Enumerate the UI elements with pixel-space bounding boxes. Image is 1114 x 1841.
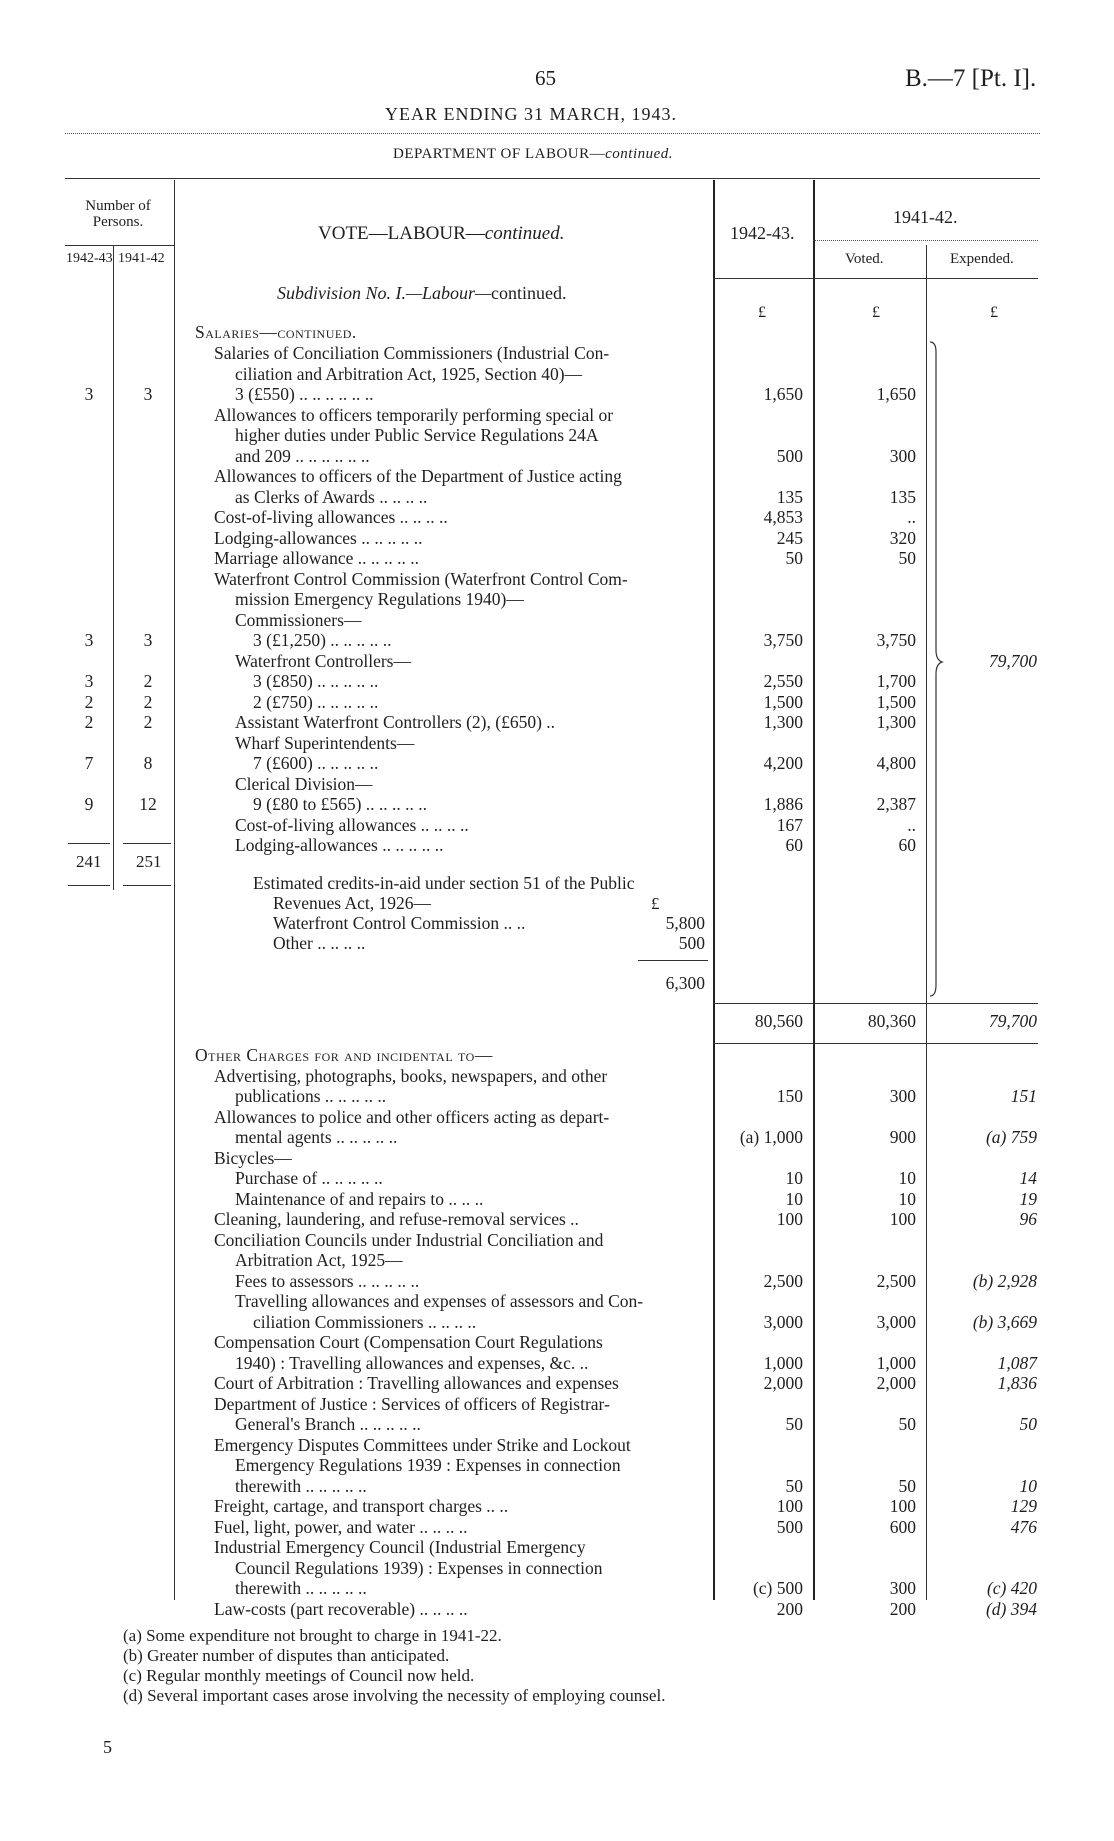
other-charges-head-rule bbox=[713, 1043, 1038, 1044]
voted-1941-42: 3,000 bbox=[876, 1311, 916, 1332]
item-description: Wharf Superintendents— bbox=[235, 732, 415, 753]
item-description: 9 (£80 to £565) .. .. .. .. .. bbox=[253, 794, 428, 814]
voted-1941-42: 1,000 bbox=[876, 1352, 916, 1373]
year-heading: YEAR ENDING 31 MARCH, 1943. bbox=[385, 104, 677, 124]
credits-line-2: Revenues Act, 1926— bbox=[273, 893, 431, 913]
persons-1942-43: 2 bbox=[84, 712, 94, 732]
persons-total-underline-1942 bbox=[68, 885, 110, 886]
salaries-total-rule bbox=[713, 1003, 1038, 1004]
item-description: therewith .. .. .. .. .. bbox=[235, 1475, 367, 1496]
voted-1941-42: 2,387 bbox=[876, 794, 916, 814]
estimate-1942-43: 1,650 bbox=[763, 384, 803, 404]
vote-continued: continued. bbox=[484, 223, 565, 244]
estimate-1942-43: 500 bbox=[776, 1516, 803, 1537]
item-description: mental agents .. .. .. .. .. bbox=[235, 1127, 398, 1147]
item-description: ciliation and Arbitration Act, 1925, Section 40)— bbox=[235, 363, 583, 384]
item-description: Fees to assessors .. .. .. .. .. bbox=[235, 1270, 420, 1291]
estimate-1942-43: 150 bbox=[776, 1086, 803, 1106]
item-description: Fuel, light, power, and water .. .. .. .. bbox=[214, 1516, 468, 1537]
item-description: Cost-of-living allowances .. .. .. .. bbox=[235, 814, 469, 835]
persons-col-1941-42: 1941-42 bbox=[118, 251, 165, 266]
estimate-1942-43: (a) 1,000 bbox=[739, 1127, 803, 1147]
other-row bbox=[0, 1066, 1114, 1086]
footnote-b: (b) Greater number of disputes than anticipated. bbox=[123, 1646, 450, 1665]
other-row bbox=[0, 1127, 1114, 1147]
persons-1942-43: 9 bbox=[84, 794, 94, 814]
item-description: Conciliation Councils under Industrial Conciliation and bbox=[214, 1229, 604, 1250]
subdivision-heading bbox=[277, 284, 567, 302]
item-description: Compensation Court (Compensation Court Regulations bbox=[214, 1332, 603, 1352]
item-description: Department of Justice : Services of officers of Registrar- bbox=[214, 1393, 610, 1414]
expended-1941-42: 1,836 bbox=[997, 1373, 1037, 1393]
salaries-total-estimate: 80,560 bbox=[754, 1011, 803, 1031]
estimate-1942-43: 4,200 bbox=[763, 753, 803, 773]
voted-1941-42: 100 bbox=[889, 1496, 916, 1516]
item-description: Bicycles— bbox=[214, 1147, 292, 1168]
item-description: Purchase of .. .. .. .. .. bbox=[235, 1168, 383, 1188]
item-description: Advertising, photographs, books, newspapers, and other bbox=[214, 1065, 608, 1086]
item-description: Waterfront Controllers— bbox=[235, 650, 411, 671]
other-row bbox=[0, 1312, 1114, 1332]
voted-1941-42: 1,300 bbox=[876, 712, 916, 732]
header-rule bbox=[65, 133, 1040, 134]
persons-total-1941-42: 251 bbox=[136, 852, 162, 871]
item-description: Law-costs (part recoverable) .. .. .. .. bbox=[214, 1598, 468, 1619]
estimate-1942-43: 2,500 bbox=[763, 1270, 803, 1291]
voted-1941-42: 600 bbox=[889, 1516, 916, 1537]
estimate-1942-43: 1,886 bbox=[763, 794, 803, 814]
other-row bbox=[0, 1086, 1114, 1106]
item-description: Other Charges for and incidental to— bbox=[195, 1045, 493, 1065]
voted-1941-42: 50 bbox=[898, 548, 916, 568]
number-of-persons-header: Number of Persons. bbox=[85, 198, 151, 230]
credits-line-1: Estimated credits-in-aid under section 51 of the Public bbox=[253, 873, 635, 893]
expended-1941-42: 96 bbox=[1019, 1209, 1037, 1229]
vote-title: VOTE—LABOUR— bbox=[318, 223, 485, 244]
persons-1942-43: 3 bbox=[84, 630, 94, 650]
persons-1941-42: 2 bbox=[143, 691, 153, 712]
subdivision-title: Subdivision No. I.—Labour— bbox=[277, 283, 492, 303]
year-1942-43-header: 1942-43. bbox=[730, 223, 795, 243]
estimate-1942-43: 60 bbox=[785, 835, 803, 855]
persons-total-underline-1941 bbox=[123, 885, 171, 886]
other-row bbox=[0, 1209, 1114, 1229]
other-row bbox=[0, 1373, 1114, 1393]
voted-1941-42: 300 bbox=[889, 1086, 916, 1106]
other-row bbox=[0, 1250, 1114, 1270]
other-row bbox=[0, 1435, 1114, 1455]
item-description: Cost-of-living allowances .. .. .. .. bbox=[214, 507, 448, 527]
item-description: as Clerks of Awards .. .. .. .. bbox=[235, 486, 428, 507]
item-description: 2 (£750) .. .. .. .. .. bbox=[253, 691, 379, 712]
estimate-1942-43: 4,853 bbox=[763, 507, 803, 527]
department-name: DEPARTMENT OF LABOUR— bbox=[393, 146, 606, 162]
voted-1941-42: 1,700 bbox=[876, 671, 916, 691]
expended-1941-42: 151 bbox=[1010, 1086, 1037, 1106]
pound-sign-expended: £ bbox=[990, 304, 998, 321]
expended-1941-42: 476 bbox=[1010, 1516, 1037, 1537]
salaries-total-expended: 79,700 bbox=[988, 1011, 1037, 1031]
expended-1941-42: 1,087 bbox=[997, 1352, 1037, 1373]
item-description: Marriage allowance .. .. .. .. .. bbox=[214, 548, 420, 568]
other-row bbox=[0, 1558, 1114, 1578]
estimate-1942-43: 500 bbox=[776, 445, 803, 466]
credits-total-rule bbox=[638, 960, 708, 961]
document-reference: B.—7 [Pt. I]. bbox=[905, 65, 1037, 92]
item-description: Emergency Disputes Committees under Strike and Lockout bbox=[214, 1434, 631, 1455]
persons-1941-42: 3 bbox=[143, 630, 153, 650]
item-description: Maintenance of and repairs to .. .. .. bbox=[235, 1188, 484, 1209]
voted-1941-42: 320 bbox=[889, 527, 916, 548]
other-row bbox=[0, 1291, 1114, 1311]
estimate-1942-43: 3,000 bbox=[763, 1311, 803, 1332]
item-description: Cleaning, laundering, and refuse-removal services .. bbox=[214, 1209, 579, 1229]
item-description: Commissioners— bbox=[235, 609, 362, 630]
other-row bbox=[0, 1394, 1114, 1414]
other-row bbox=[0, 1476, 1114, 1496]
voted-1941-42: 2,500 bbox=[876, 1270, 916, 1291]
credits-total: 6,300 bbox=[665, 973, 705, 993]
other-row bbox=[0, 1537, 1114, 1557]
item-description: 3 (£850) .. .. .. .. .. bbox=[253, 671, 379, 691]
other-row bbox=[0, 1189, 1114, 1209]
department-continued: continued. bbox=[605, 146, 674, 162]
footnote-a: (a) Some expenditure not brought to charge in 1941-22. bbox=[123, 1626, 502, 1645]
expended-1941-42: 50 bbox=[1019, 1414, 1037, 1434]
item-description: Emergency Regulations 1939 : Expenses in connection bbox=[235, 1455, 621, 1475]
other-row bbox=[0, 1455, 1114, 1475]
voted-1941-42: 135 bbox=[889, 486, 916, 507]
department-heading bbox=[393, 147, 673, 162]
item-description: 3 (£1,250) .. .. .. .. .. bbox=[253, 630, 392, 650]
year-subhead-rule bbox=[813, 240, 1038, 241]
item-description: Freight, cartage, and transport charges .. .. bbox=[214, 1496, 509, 1516]
persons-1941-42: 12 bbox=[139, 794, 157, 814]
expended-1941-42: 10 bbox=[1019, 1475, 1037, 1496]
item-description: Travelling allowances and expenses of assessors and Con- bbox=[235, 1291, 644, 1311]
estimate-1942-43: 10 bbox=[785, 1188, 803, 1209]
estimate-1942-43: 135 bbox=[776, 486, 803, 507]
footnote-c: (c) Regular monthly meetings of Council now held. bbox=[123, 1666, 475, 1685]
voted-1941-42: 200 bbox=[889, 1598, 916, 1619]
pound-sign-estimate: £ bbox=[758, 304, 766, 321]
footnote-d: (d) Several important cases arose involving the necessity of employing counsel. bbox=[123, 1686, 666, 1705]
persons-total-rule-1941 bbox=[123, 843, 171, 844]
persons-1941-42: 3 bbox=[143, 384, 153, 404]
other-row bbox=[0, 1353, 1114, 1373]
voted-1941-42: 100 bbox=[889, 1209, 916, 1229]
estimate-1942-43: 200 bbox=[776, 1598, 803, 1619]
item-description: Assistant Waterfront Controllers (2), (£650) .. bbox=[235, 712, 556, 732]
expended-brace bbox=[928, 340, 948, 1000]
expended-1941-42: 129 bbox=[1010, 1496, 1037, 1516]
persons-col-1942-43: 1942-43 bbox=[66, 251, 113, 266]
item-description: Allowances to officers of the Department of Justice acting bbox=[214, 466, 622, 486]
item-description: Industrial Emergency Council (Industrial Emergency bbox=[214, 1537, 586, 1557]
estimate-1942-43: 1,500 bbox=[763, 691, 803, 712]
item-description: 3 (£550) .. .. .. .. .. .. bbox=[235, 384, 374, 404]
item-description: Waterfront Control Commission (Waterfront Control Com- bbox=[214, 568, 628, 589]
estimate-1942-43: 50 bbox=[785, 1414, 803, 1434]
voted-1941-42: 1,650 bbox=[876, 384, 916, 404]
table-head-rule bbox=[713, 278, 1038, 279]
voted-1941-42: 50 bbox=[898, 1475, 916, 1496]
item-description: Court of Arbitration : Travelling allowances and expenses bbox=[214, 1373, 619, 1393]
expended-1941-42: 19 bbox=[1019, 1188, 1037, 1209]
expended-header: Expended. bbox=[950, 251, 1014, 267]
other-row bbox=[0, 1230, 1114, 1250]
other-row bbox=[0, 1148, 1114, 1168]
estimate-1942-43: 50 bbox=[785, 1475, 803, 1496]
item-description: publications .. .. .. .. .. bbox=[235, 1086, 387, 1106]
item-description: higher duties under Public Service Regulations 24A bbox=[235, 425, 599, 445]
other-row bbox=[0, 1168, 1114, 1188]
item-description: Lodging-allowances .. .. .. .. .. bbox=[235, 835, 444, 855]
credits-pound-sign: £ bbox=[651, 894, 660, 913]
item-description: Clerical Division— bbox=[235, 773, 373, 794]
item-description: and 209 .. .. .. .. .. .. bbox=[235, 445, 370, 466]
expended-1941-42: 14 bbox=[1019, 1168, 1037, 1188]
other-row bbox=[0, 1599, 1114, 1619]
estimate-1942-43: 1,300 bbox=[763, 712, 803, 732]
voted-1941-42: 50 bbox=[898, 1414, 916, 1434]
item-description: ciliation Commissioners .. .. .. .. bbox=[253, 1311, 477, 1332]
voted-1941-42: 4,800 bbox=[876, 753, 916, 773]
voted-1941-42: 1,500 bbox=[876, 691, 916, 712]
expended-1941-42: 79,700 bbox=[988, 650, 1037, 671]
other-row bbox=[0, 1414, 1114, 1434]
estimate-1942-43: 3,750 bbox=[763, 630, 803, 650]
item-description: Salaries—continued. bbox=[195, 322, 357, 342]
table-top-rule bbox=[65, 178, 1040, 179]
vote-heading bbox=[318, 224, 564, 243]
item-description: 1940) : Travelling allowances and expenses, &c. .. bbox=[235, 1352, 589, 1373]
estimate-1942-43: 50 bbox=[785, 548, 803, 568]
voted-header: Voted. bbox=[845, 251, 884, 267]
item-description: Salaries of Conciliation Commissioners (Industrial Con- bbox=[214, 343, 610, 363]
persons-total-rule-1942 bbox=[68, 843, 110, 844]
persons-1942-43: 7 bbox=[84, 753, 94, 773]
voted-1941-42: 60 bbox=[898, 835, 916, 855]
item-description: Lodging-allowances .. .. .. .. .. bbox=[214, 527, 423, 548]
folio-number: 5 bbox=[103, 1737, 112, 1757]
item-description: therewith .. .. .. .. .. bbox=[235, 1578, 367, 1598]
persons-1941-42: 2 bbox=[143, 712, 153, 732]
credits-waterfront-value: 5,800 bbox=[665, 913, 705, 933]
expended-1941-42: (d) 394 bbox=[985, 1598, 1037, 1619]
expended-1941-42: (a) 759 bbox=[985, 1127, 1037, 1147]
persons-1942-43: 3 bbox=[84, 671, 94, 691]
estimate-1942-43: (c) 500 bbox=[752, 1578, 803, 1598]
voted-1941-42: 10 bbox=[898, 1168, 916, 1188]
voted-1941-42: 10 bbox=[898, 1188, 916, 1209]
estimate-1942-43: 2,550 bbox=[763, 671, 803, 691]
voted-1941-42: 2,000 bbox=[876, 1373, 916, 1393]
persons-subhead-rule bbox=[65, 245, 175, 246]
voted-1941-42: 300 bbox=[889, 1578, 916, 1598]
item-description: Council Regulations 1939) : Expenses in connection bbox=[235, 1557, 603, 1578]
expended-1941-42: (c) 420 bbox=[986, 1578, 1037, 1598]
salaries-row bbox=[0, 322, 1114, 342]
estimate-1942-43: 167 bbox=[776, 814, 803, 835]
other-row bbox=[0, 1496, 1114, 1516]
item-description: Arbitration Act, 1925— bbox=[235, 1250, 403, 1270]
item-description: General's Branch .. .. .. .. .. bbox=[235, 1414, 421, 1434]
estimate-1942-43: 1,000 bbox=[763, 1352, 803, 1373]
voted-1941-42: 3,750 bbox=[876, 630, 916, 650]
estimate-1942-43: 2,000 bbox=[763, 1373, 803, 1393]
pound-sign-voted: £ bbox=[872, 304, 880, 321]
other-row bbox=[0, 1045, 1114, 1065]
expended-1941-42: (b) 3,669 bbox=[972, 1311, 1037, 1332]
item-description: Allowances to police and other officers acting as depart- bbox=[214, 1106, 610, 1127]
voted-1941-42: .. bbox=[907, 814, 916, 835]
other-row bbox=[0, 1517, 1114, 1537]
expended-1941-42: (b) 2,928 bbox=[972, 1270, 1037, 1291]
voted-1941-42: .. bbox=[907, 507, 916, 527]
other-row bbox=[0, 1107, 1114, 1127]
voted-1941-42: 300 bbox=[889, 445, 916, 466]
page-number: 65 bbox=[535, 66, 556, 90]
persons-1941-42: 8 bbox=[143, 753, 153, 773]
estimate-1942-43: 100 bbox=[776, 1496, 803, 1516]
subdivision-continued: continued. bbox=[491, 283, 567, 303]
item-description: mission Emergency Regulations 1940)— bbox=[235, 589, 524, 609]
salaries-total-voted: 80,360 bbox=[867, 1011, 916, 1031]
item-description: Allowances to officers temporarily performing special or bbox=[214, 404, 614, 425]
other-row bbox=[0, 1332, 1114, 1352]
credits-other-value: 500 bbox=[678, 933, 705, 953]
persons-1942-43: 2 bbox=[84, 691, 94, 712]
persons-1941-42: 2 bbox=[143, 671, 153, 691]
persons-total-1942-43: 241 bbox=[76, 852, 102, 871]
persons-1942-43: 3 bbox=[84, 384, 94, 404]
estimate-1942-43: 10 bbox=[785, 1168, 803, 1188]
voted-1941-42: 900 bbox=[889, 1127, 916, 1147]
other-row bbox=[0, 1578, 1114, 1598]
year-1941-42-header: 1941-42. bbox=[893, 207, 958, 227]
credits-other-label: Other .. .. .. .. bbox=[273, 933, 366, 953]
estimate-1942-43: 245 bbox=[776, 527, 803, 548]
estimate-1942-43: 100 bbox=[776, 1209, 803, 1229]
other-row bbox=[0, 1271, 1114, 1291]
credits-waterfront-label: Waterfront Control Commission .. .. bbox=[273, 913, 526, 933]
item-description: 7 (£600) .. .. .. .. .. bbox=[253, 753, 379, 773]
